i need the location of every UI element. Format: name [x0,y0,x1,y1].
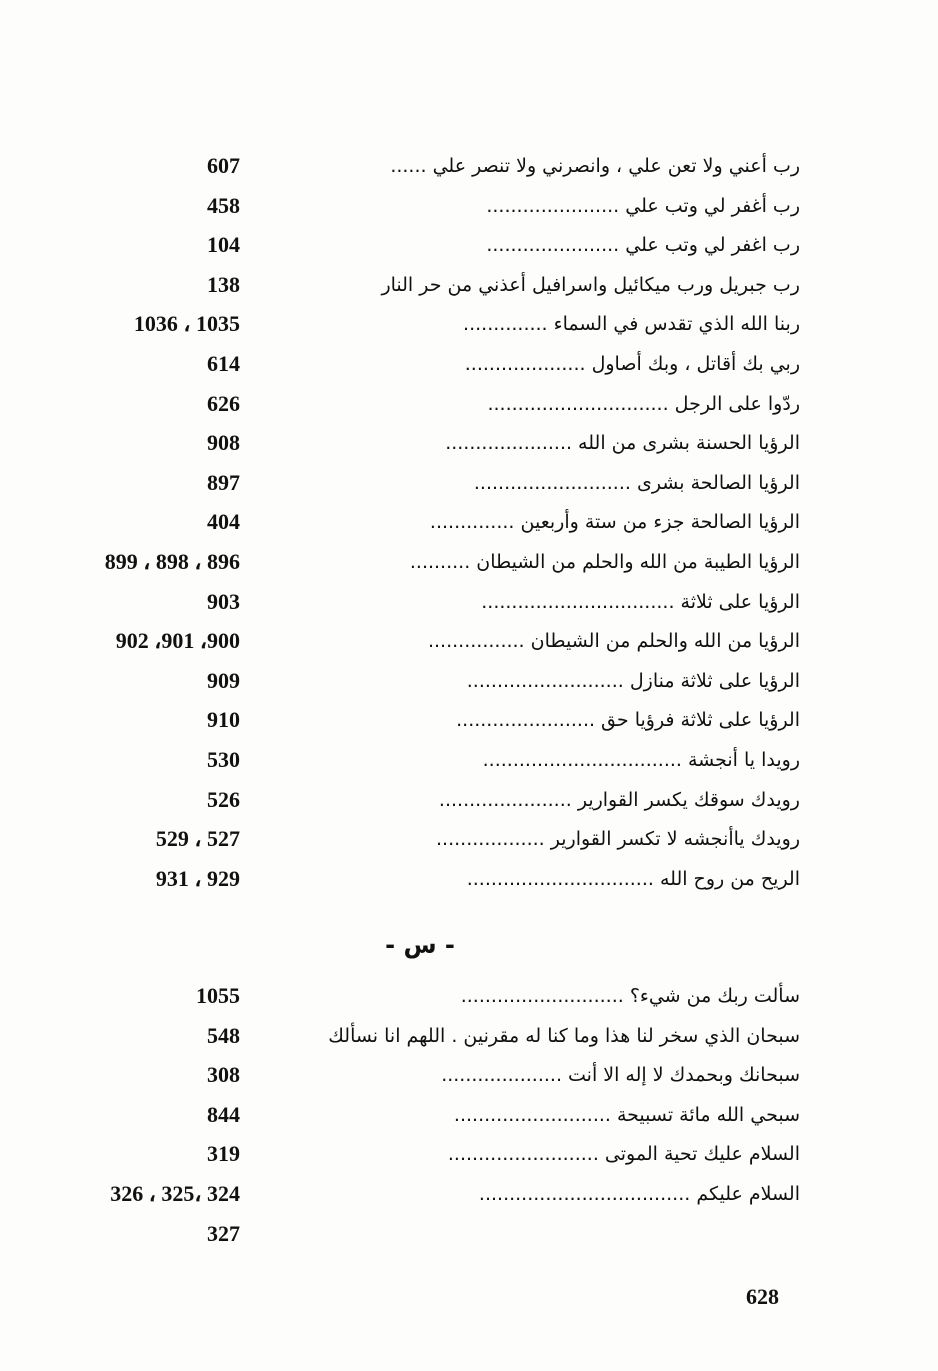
entry-page-ref: 902 ،901 ،900 [115,628,240,654]
index-entry [40,186,800,226]
entry-page-ref: 910 [207,707,240,733]
index-entry [40,344,800,384]
entry-page-ref: 903 [207,588,240,614]
entry-page-ref: 138 [207,271,240,297]
entry-text: رويدا يا أنجشة ................................. [482,749,800,771]
index-entry [40,265,800,305]
entry-page-ref: 327 [207,1220,240,1246]
entry-text: ربنا الله الذي تقدس في السماء .............. [463,313,800,336]
entry-text: رب اغفر لي وتب علي ...................... [486,234,800,257]
entry-page-ref: 1055 [196,983,240,1008]
entry-page-ref: 530 [207,747,240,772]
entry-text: السلام عليكم ................................... [478,1183,800,1205]
entry-page-ref: 614 [207,351,240,376]
index-entry [40,1095,800,1135]
entry-page-ref: 526 [207,786,240,812]
entry-page-ref: 909 [207,667,240,693]
entry-text: ردّوا على الرجل .............................. [487,392,800,415]
entry-text: رب جبريل ورب ميكائيل واسرافيل أعذني من حر النار [381,273,800,296]
entry-page-ref: 404 [207,509,240,535]
entry-page-ref: 319 [207,1141,240,1167]
index-entry [40,859,800,899]
entry-text: رب أعني ولا تعن علي ، وانصرني ولا تنصر علي ...... [390,155,800,177]
index-entry [40,384,800,424]
index-entry [40,740,800,780]
index-entry [40,502,800,542]
entry-page-ref: 326 ، 325، 324 [110,1181,240,1206]
index-entry [40,1055,800,1095]
entry-page-ref: 626 [207,390,240,416]
entry-text: ربي بك أقاتل ، وبك أصاول .................... [464,353,800,375]
entry-text: سبحانك وبحمدك لا إله الا أنت .................... [441,1064,800,1087]
index-entry [40,304,800,344]
entry-text: الرؤيا الحسنة بشرى من الله ..................... [445,432,800,455]
index-entry [40,1134,800,1174]
entry-text: رويدك ياأنجشه لا تكسر القوارير .................. [436,828,800,851]
entry-page-ref: 104 [207,232,240,258]
entry-page-ref: 1036 ، 1035 [133,311,240,337]
entry-text: الرؤيا الطيبة من الله والحلم من الشيطان .......... [409,551,800,573]
entry-text: الرؤيا الصالحة بشرى .......................... [473,471,800,494]
entry-text: الرؤيا من الله والحلم من الشيطان ................ [427,630,800,653]
entry-text: الريح من روح الله ............................... [466,867,800,890]
index-entry [40,225,800,265]
index-entry [40,661,800,701]
index-entry [40,1016,800,1056]
index-entry [40,463,800,503]
entry-text: الرؤيا الصالحة جزء من ستة وأربعين .............. [429,511,800,534]
entry-text: السلام عليك تحية الموتى ......................... [447,1143,800,1166]
entry-page-ref: 844 [207,1101,240,1127]
entry-text: الرؤيا على ثلاثة فرؤيا حق ....................... [456,709,800,732]
entry-text: رويدك سوقك يكسر القوارير ...................... [438,788,800,811]
entry-page-ref: 458 [207,192,240,218]
entry-text: سبحي الله مائة تسبيحة .......................... [453,1103,800,1126]
section-heading-sin: - س - [385,931,455,959]
index-entry [40,700,800,740]
entry-text: سبحان الذي سخر لنا هذا وما كنا له مقرنين . اللهم انا نسألك [328,1024,800,1047]
index-entry [40,1174,800,1214]
index-entry [40,423,800,463]
entry-text: سألت ربك من شيء؟ ........................... [460,985,800,1007]
entry-page-ref: 607 [207,153,240,178]
entry-page-ref: 548 [207,1022,240,1048]
entry-text: رب أغفر لي وتب علي ...................... [486,194,800,217]
entry-page-ref: 897 [207,469,240,495]
entry-page-ref: 899 ، 898 ، 896 [104,549,240,574]
index-entry [40,1214,800,1254]
index-entry [40,976,800,1016]
entry-text: الرؤيا على ثلاثة ................................ [481,590,800,613]
entry-page-ref: 529 ، 527 [155,826,240,852]
index-entry [40,542,800,582]
index-entry [40,819,800,859]
index-entry [40,780,800,820]
index-entry [40,146,800,186]
index-entry [40,582,800,622]
page-number: 628 [746,1284,779,1309]
index-entry [40,621,800,661]
entry-page-ref: 931 ، 929 [155,865,240,891]
entry-text: الرؤيا على ثلاثة منازل .......................... [466,669,800,692]
entry-page-ref: 908 [207,430,240,456]
entry-page-ref: 308 [207,1062,240,1088]
